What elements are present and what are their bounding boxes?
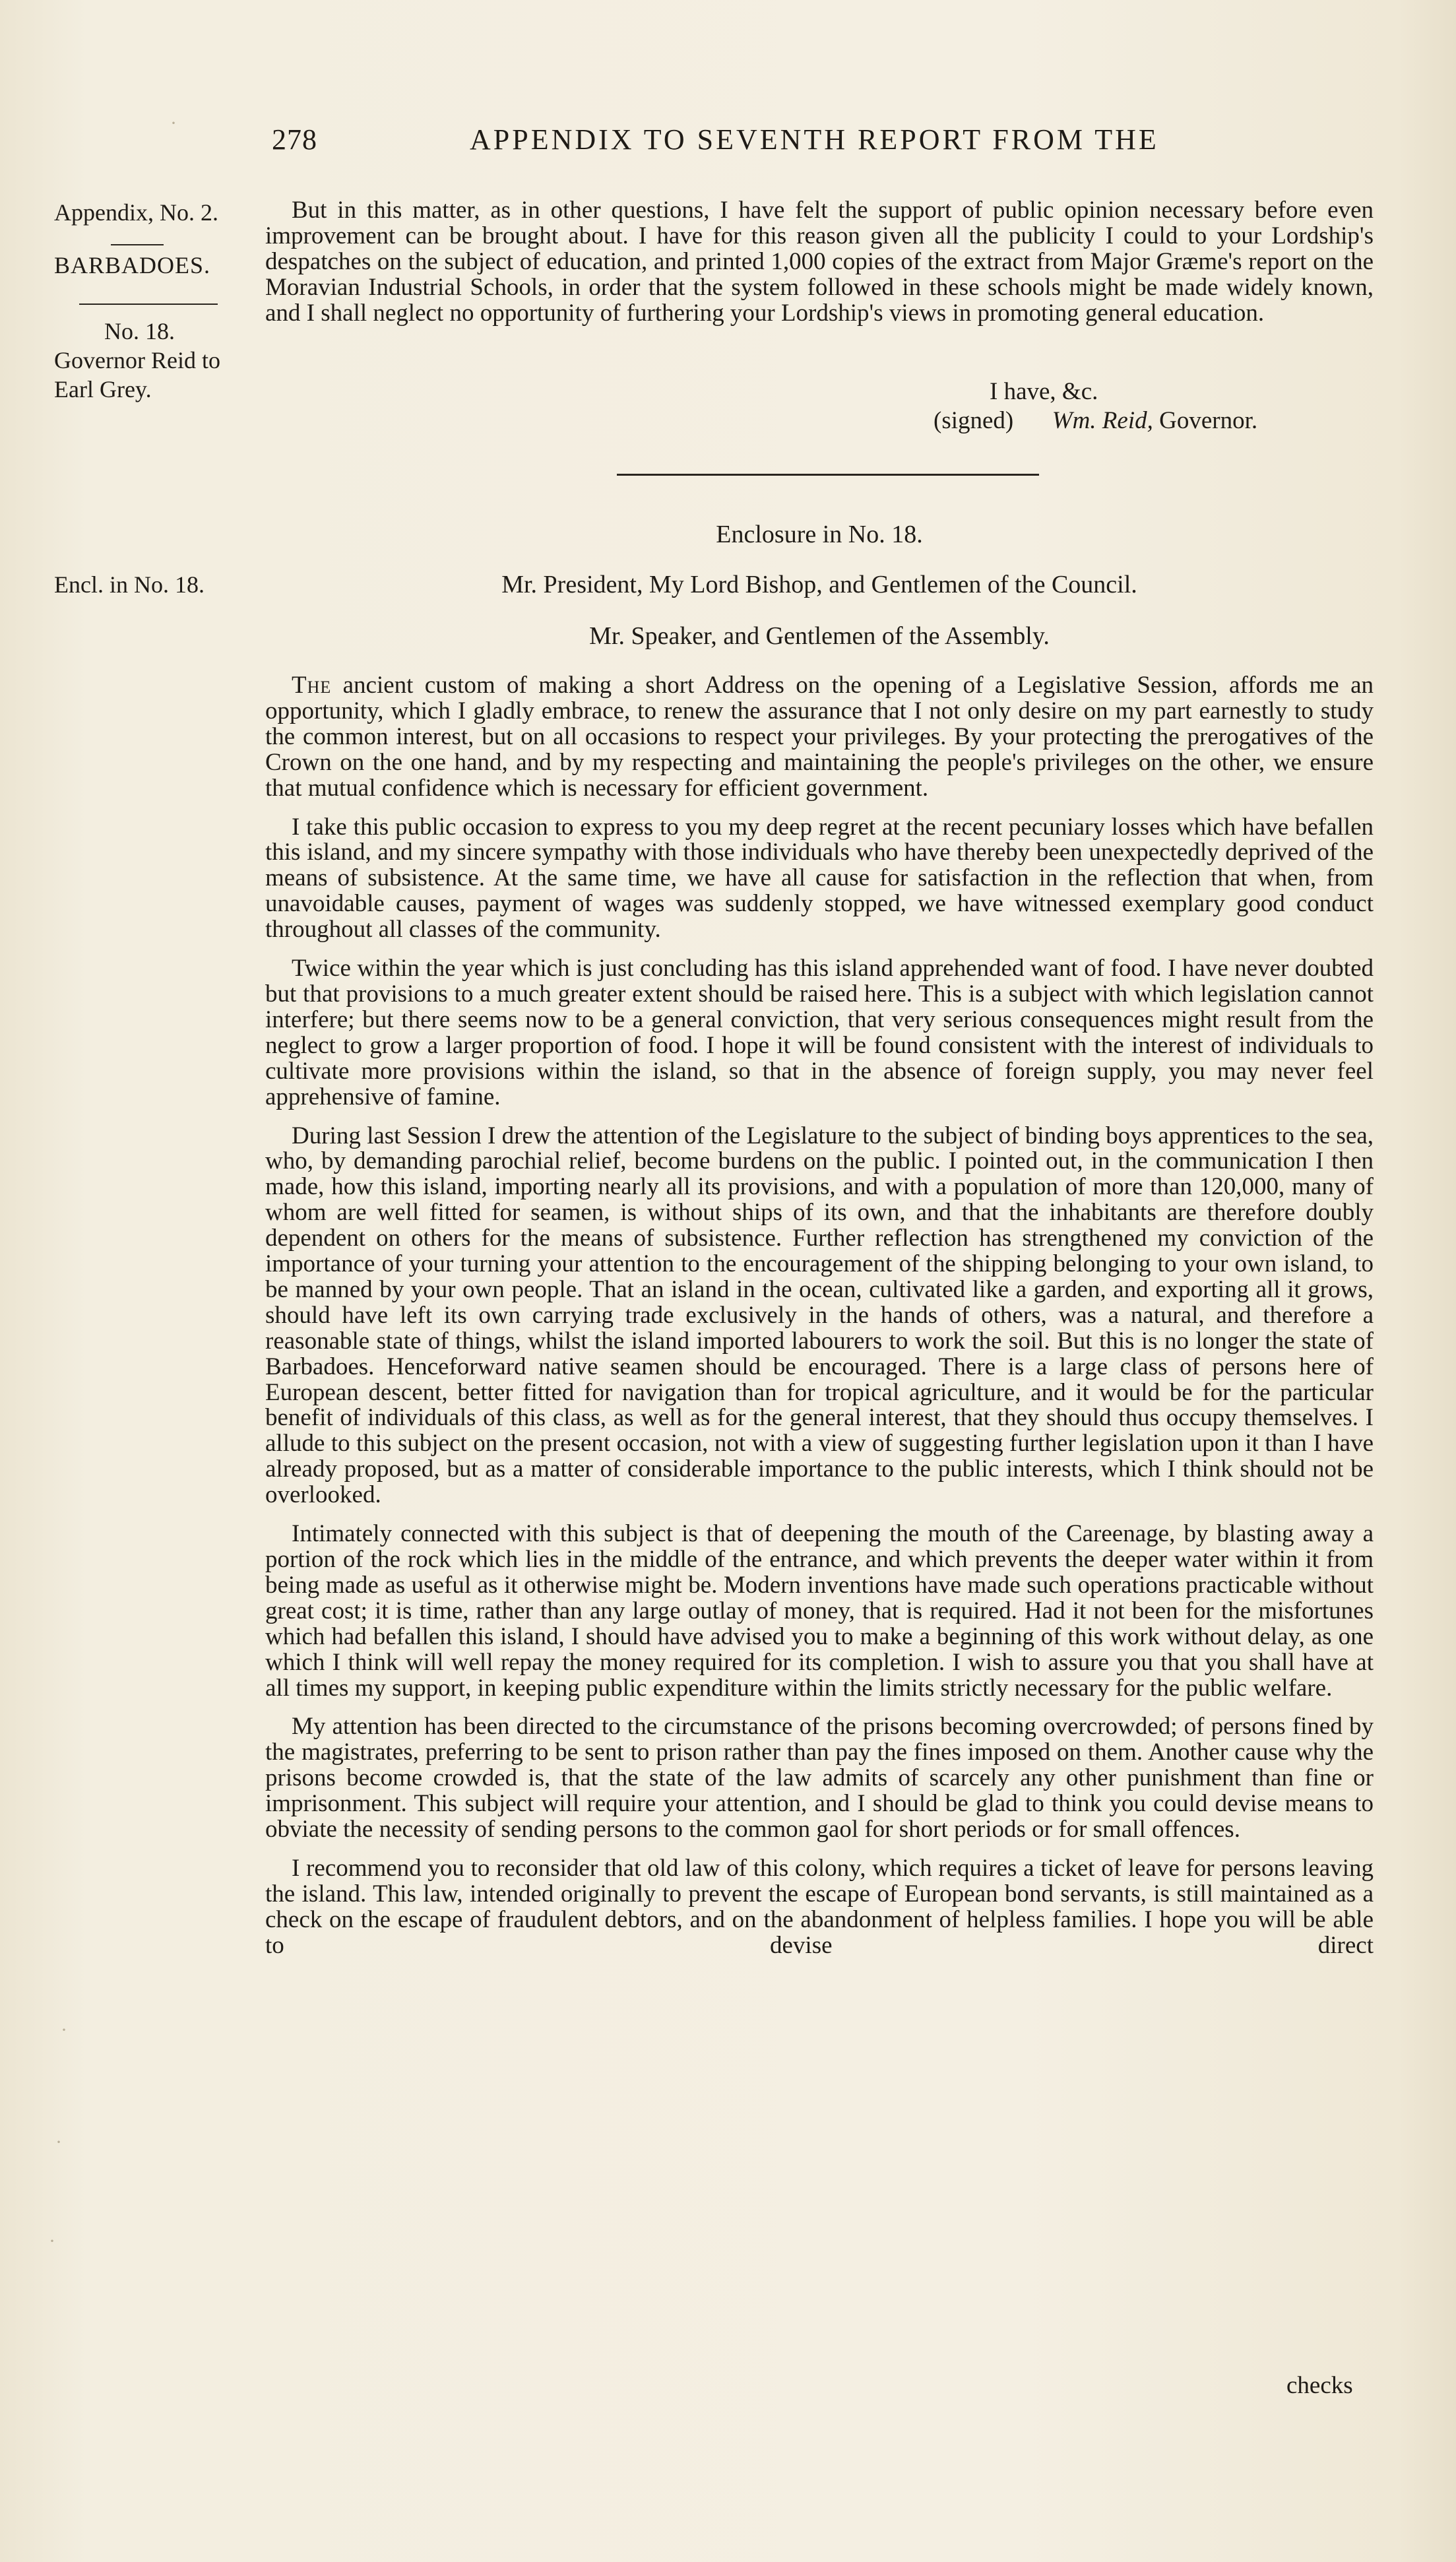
running-title: APPENDIX TO SEVENTH REPORT FROM THE bbox=[470, 123, 1159, 156]
address-paragraph-4: During last Session I drew the attention of the Legislature to the subject of binding boys apprentices to the sea, who, by demanding parochial relief, become burdens on the public. I pointed out, in the communication I then made, how this island, importing nearly all its provisions, and with a population of more than 120,000, many of whom are well fitted for seamen, is without ships of its own, and that the inhabitants are therefore doubly dependent on others for the means of subsistence. Further reflection has strengthened my conviction of the importance of your turning your attention to the encouragement of the shipping belonging to your own island, to be manned by your own people. That an island in the ocean, cultivated like a garden, and exporting all it grows, should have left its own carrying trade exclusively in the hands of others, was a natural, and therefore a reasonable state of things, whilst the island imported labourers to work the soil. But this is no longer the state of Barbadoes. Henceforward native seamen should be encouraged. There is a large class of persons here of European descent, better fitted for navigation than for tropical agriculture, and it would be for the particular benefit of individuals of this class, as well as for the general interest, that they should thus occupy themselves. I allude to this subject on the present occasion, not with a view of suggesting further legislation upon it than I have already proposed, but as a matter of considerable importance to the public interests, which I think should not be overlooked. bbox=[265, 1122, 1374, 1509]
enclosure-heading: Enclosure in No. 18. bbox=[716, 521, 923, 548]
letter-paragraph bbox=[265, 198, 1374, 327]
scan-speck: · bbox=[61, 2019, 67, 2041]
page-header bbox=[0, 123, 1456, 169]
margin-enclosure-label: Encl. in No. 18. bbox=[54, 571, 205, 598]
scan-speck: · bbox=[55, 2131, 62, 2153]
salutation-council: Mr. President, My Lord Bishop, and Gentlemen of the Council. bbox=[501, 571, 1137, 598]
address-paragraph-5: Intimately connected with this subject is that of deepening the mouth of the Careenage, by blasting away a portion of the rock which lies in the middle of the entrance, and which prevents the deeper water within it from being made as useful as it otherwise might be. Modern inventions have made such operations practicable without great cost; it is time, rather than any large outlay of money, that is required. Had it not been for the misfortunes which had befallen this island, I should have advised you to make a beginning of this work without delay, as one which I think will well repay the money required for its completion. I wish to assure you that you shall have at all times my support, in keeping public expenditure within the limits strictly necessary for the public welfare. bbox=[265, 1520, 1374, 1702]
paragraph-lead-word: The bbox=[292, 672, 332, 699]
scan-speck: · bbox=[49, 2230, 55, 2252]
margin-short-rule bbox=[111, 244, 164, 245]
page-number: 278 bbox=[272, 123, 317, 156]
catchword: checks bbox=[1286, 2372, 1353, 2399]
margin-appendix-label: Appendix, No. 2. bbox=[54, 199, 218, 226]
margin-governor-label: Governor Reid to bbox=[54, 347, 220, 373]
margin-recipient-label: Earl Grey. bbox=[54, 376, 152, 402]
margin-rule bbox=[79, 304, 218, 305]
signature-line bbox=[934, 408, 1257, 434]
signed-label: (signed) bbox=[934, 407, 1014, 434]
margin-colony-label: BARBADOES. bbox=[54, 252, 211, 278]
letter-closing: I have, &c. bbox=[990, 378, 1098, 405]
margin-number-label: No. 18. bbox=[104, 318, 175, 344]
address-paragraph-7: I recommend you to reconsider that old law of this colony, which requires a ticket of leave for persons leaving the island. This law, intended originally to prevent the escape of European bond servants, is still maintained as a check on the escape of fraudulent debtors, and on the abandonment of helpless families. I hope you will be able to devise direct bbox=[265, 1854, 1374, 1959]
scan-speck: · bbox=[170, 112, 177, 134]
signature-title: Governor. bbox=[1159, 407, 1258, 434]
paragraph-1-text: ancient custom of making a short Address on the opening of a Legislative Session, affords me an opportunity, which I gladly embrace, to renew the assurance that I not only desire on my part earnestly to study the common interest, but on all occasions to respect your privileges. By your protecting the prerogatives of the Crown on the one hand, and by my respecting and maintaining the people's privileges on the other, we ensure that mutual confidence which is necessary for efficient government. bbox=[265, 672, 1374, 802]
address-paragraph-1 bbox=[265, 673, 1374, 802]
address-paragraph-6: My attention has been directed to the circumstance of the prisons becoming overcrowded; of persons fined by the magistrates, preferring to be sent to prison rather than pay the fines imposed on them. Another cause why the prisons become crowded is, that the state of the law admits of scarcely any other punishment than fine or imprisonment. This subject will require your attention, and I should be glad to think you could devise means to obviate the necessity of sending persons to the common gaol for short periods or for small offences. bbox=[265, 1713, 1374, 1843]
letter-paragraph-text: But in this matter, as in other questions, I have felt the support of public opinion necessary before even improvement can be brought about. I have for this reason given all the publicity I could to your Lordship's despatches on the subject of education, and printed 1,000 copies of the extract from Major Græme's report on the Moravian Industrial Schools, in order that the system followed in these schools might be made widely known, and I shall neglect no opportunity of furthering your Lordship's views in promoting general education. bbox=[265, 197, 1374, 327]
address-paragraph-2: I take this public occasion to express to you my deep regret at the recent pecuniary losses which have befallen this island, and my sincere sympathy with those individuals who have thereby been unexpectedly deprived of the means of subsistence. At the same time, we have all cause for satisfaction in the reflection that when, from unavoidable causes, payment of wages was suddenly stopped, we have witnessed exemplary good conduct throughout all classes of the community. bbox=[265, 813, 1374, 944]
signature-name: Wm. Reid, bbox=[1052, 407, 1153, 434]
section-divider bbox=[617, 474, 1039, 476]
address-body bbox=[265, 673, 1374, 1972]
salutation-assembly: Mr. Speaker, and Gentlemen of the Assembly. bbox=[589, 622, 1050, 650]
address-paragraph-3: Twice within the year which is just concluding has this island apprehended want of food. I have never doubted but that provisions to a much greater extent should be raised here. This is a subject with which legislation cannot interfere; but there seems now to be a general conviction, that very serious consequences might result from the neglect to grow a larger proportion of food. I hope it will be found consistent with the interest of individuals to cultivate more provisions within the island, so that in the absence of foreign supply, you may never feel apprehensive of famine. bbox=[265, 955, 1374, 1110]
